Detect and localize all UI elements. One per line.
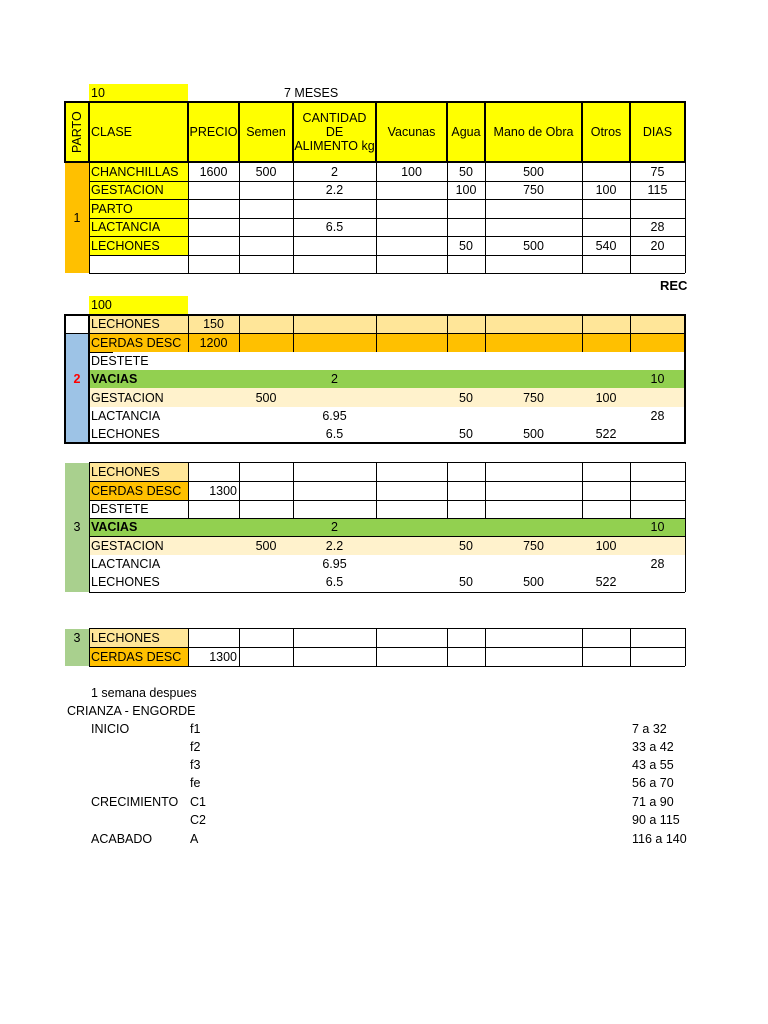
range-3: 56 a 70	[632, 776, 674, 790]
top-value: 10	[91, 86, 105, 100]
t1-vac-0: 100	[401, 164, 422, 179]
t1-mano-4: 500	[523, 238, 544, 253]
range-2: 43 a 55	[632, 758, 674, 772]
t1-otros-1: 100	[595, 183, 617, 197]
t2-dias-3: 10	[650, 372, 665, 386]
t1-otros-0	[582, 162, 630, 181]
t3-agua-4: 50	[459, 538, 473, 553]
crianza-title: CRIANZA - ENGORDE	[67, 704, 196, 718]
code-6: A	[190, 832, 199, 846]
parto-number-4: 3	[73, 631, 81, 645]
t3-dias-5: 28	[650, 557, 665, 571]
t1-cant-0: 2	[331, 164, 338, 179]
t2-cant-5: 6.95	[322, 409, 347, 423]
t2-mano-4: 750	[523, 390, 544, 405]
t1-clase-3: LACTANCIA	[89, 218, 188, 236]
t2-cant-6: 6.5	[325, 427, 344, 441]
rec-label: REC	[660, 277, 688, 293]
t2-precio-1: 1200	[199, 335, 228, 350]
code-5: C2	[190, 813, 206, 827]
t2-agua-6: 50	[459, 427, 473, 441]
t2-clase-3: VACIAS	[91, 372, 138, 386]
t1-agua-0: 50	[459, 164, 473, 179]
code-4: C1	[190, 795, 206, 809]
header-cantidad: CANTIDAD DE ALIMENTO kg	[293, 102, 376, 162]
t2-clase-1: CERDAS DESC	[91, 335, 182, 350]
t3-mano-6: 500	[523, 575, 544, 589]
header-semen: Semen	[239, 102, 293, 162]
meses-label: 7 MESES	[284, 86, 339, 100]
stage-4: CRECIMIENTO	[91, 795, 179, 809]
t1-dias-0: 75	[650, 164, 665, 179]
parto-number-1: 1	[65, 162, 89, 273]
t4-clase-1: CERDAS DESC	[91, 649, 182, 664]
parto-number-3: 3	[73, 520, 81, 534]
t1-clase-1: GESTACION	[89, 181, 188, 199]
t1-dias-3: 28	[650, 220, 665, 234]
t1-agua-1: 100	[455, 183, 477, 197]
t3-clase-2: DESTETE	[91, 502, 149, 516]
t3-dias-3: 10	[650, 520, 665, 534]
header-agua: Agua	[447, 102, 485, 162]
code-3: fe	[190, 776, 201, 790]
range-1: 33 a 42	[632, 740, 674, 754]
mid-value: 100	[91, 298, 112, 312]
t1-otros-4: 540	[595, 238, 617, 253]
t3-otros-6: 522	[595, 575, 617, 589]
code-1: f2	[190, 740, 201, 754]
t3-clase-1: CERDAS DESC	[91, 483, 182, 498]
t3-clase-6: LECHONES	[91, 575, 160, 589]
t4-precio-1: 1300	[209, 649, 237, 664]
t3-clase-4: GESTACION	[91, 538, 164, 553]
t1-clase-4: LECHONES	[89, 236, 188, 255]
t2-semen-4: 500	[255, 390, 277, 405]
header-parto: PARTO	[65, 102, 89, 162]
t1-mano-0: 500	[523, 164, 544, 179]
t3-mano-4: 750	[523, 538, 544, 553]
t3-clase-5: LACTANCIA	[91, 557, 161, 571]
t3-agua-6: 50	[459, 575, 473, 589]
t2-clase-4: GESTACION	[91, 390, 164, 405]
t3-cant-5: 6.95	[322, 557, 347, 571]
range-6: 116 a 140	[632, 832, 687, 846]
header-otros: Otros	[582, 102, 630, 162]
t2-agua-4: 50	[459, 390, 473, 405]
t2-otros-4: 100	[595, 390, 617, 405]
header-clase: CLASE	[89, 102, 188, 162]
t3-clase-3: VACIAS	[91, 520, 138, 534]
t3-cant-4: 2.2	[325, 538, 344, 553]
t3-cant-6: 6.5	[325, 575, 344, 589]
t3-precio-1: 1300	[209, 483, 237, 498]
t3-cant-3: 2	[331, 520, 338, 534]
range-4: 71 a 90	[632, 795, 674, 809]
range-0: 7 a 32	[632, 722, 667, 736]
t3-otros-4: 100	[595, 538, 617, 553]
t1-clase-2: PARTO	[89, 199, 188, 218]
t2-dias-5: 28	[650, 409, 665, 423]
semana-note: 1 semana despues	[91, 686, 197, 700]
t1-dias-4: 20	[650, 238, 665, 253]
mid-value-cell[interactable]	[89, 296, 188, 314]
t2-clase-6: LECHONES	[91, 427, 160, 441]
t3-semen-4: 500	[255, 538, 277, 553]
t3-clase-0: LECHONES	[91, 465, 160, 479]
top-value-cell[interactable]	[89, 84, 188, 102]
code-2: f3	[190, 758, 201, 772]
t1-agua-4: 50	[459, 238, 473, 253]
header-mano: Mano de Obra	[485, 102, 582, 162]
code-0: f1	[190, 722, 201, 736]
t1-cant-1: 2.2	[325, 183, 344, 197]
t1-dias-1: 115	[647, 183, 668, 197]
t1-semen-0: 500	[255, 164, 277, 179]
t1-precio-0: 1600	[199, 164, 228, 179]
t2-clase-2: DESTETE	[91, 354, 149, 368]
range-5: 90 a 115	[632, 813, 680, 827]
t1-mano-1: 750	[523, 183, 544, 197]
t1-clase-0: CHANCHILLAS	[89, 162, 188, 181]
header-vacunas: Vacunas	[376, 102, 447, 162]
header-precio: PRECIO	[188, 102, 239, 162]
stage-0: INICIO	[91, 722, 130, 736]
t4-clase-0: LECHONES	[91, 631, 160, 645]
stage-6: ACABADO	[91, 832, 153, 846]
parto-number-2: 2	[73, 372, 81, 386]
t2-precio-0: 150	[203, 317, 224, 331]
t2-mano-6: 500	[523, 427, 544, 441]
header-dias: DIAS	[630, 102, 685, 162]
t2-otros-6: 522	[595, 427, 617, 441]
t2-clase-5: LACTANCIA	[91, 409, 161, 423]
t1-cant-3: 6.5	[325, 220, 344, 234]
t2-clase-0: LECHONES	[91, 317, 160, 331]
t2-cant-3: 2	[331, 372, 338, 386]
